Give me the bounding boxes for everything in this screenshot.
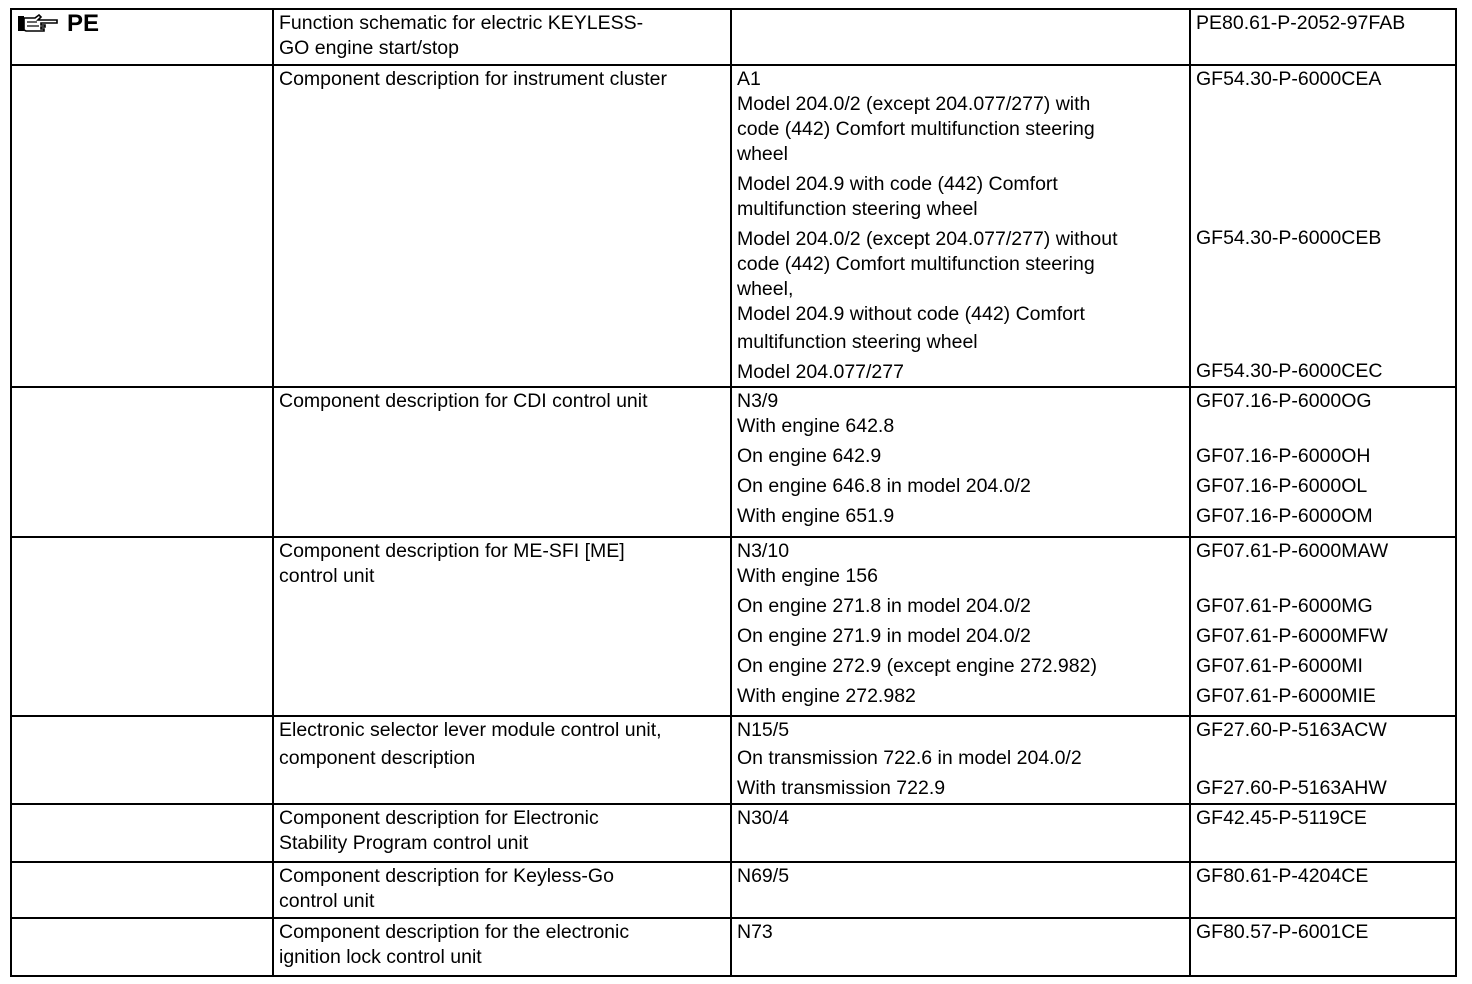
description-line: Component description for CDI control unit [279,390,648,412]
document-reference: PE80.61-P-2052-97FAB [1196,12,1406,34]
reference-cell [1190,716,1456,804]
marker-cell [11,804,273,862]
detail-line: Model 204.9 without code (442) Comfort [737,303,1085,325]
detail-cell [731,918,1190,976]
detail-line: Model 204.0/2 (except 204.077/277) without [737,228,1118,250]
detail-line: Model 204.077/277 [737,361,904,383]
detail-line: With engine 651.9 [737,505,895,527]
document-reference: GF54.30-P-6000CEB [1196,227,1382,249]
description-line: ignition lock control unit [279,946,482,968]
description-line: Component description for Keyless-Go [279,865,614,887]
detail-line: With transmission 722.9 [737,777,946,799]
detail-line: wheel [737,143,788,165]
marker-cell [11,65,273,387]
document-reference: GF80.57-P-6001CE [1196,921,1369,943]
component-code: A1 [737,68,761,90]
detail-line: multifunction steering wheel [737,331,978,353]
description-line: GO engine start/stop [279,37,459,59]
description-line: Stability Program control unit [279,832,529,854]
marker-cell [11,9,273,65]
document-reference: GF42.45-P-5119CE [1196,807,1367,829]
detail-line: multifunction steering wheel [737,198,978,220]
reference-cell [1190,804,1456,862]
description-cell [273,862,731,918]
description-line: Function schematic for electric KEYLESS- [279,12,644,34]
detail-line: On transmission 722.6 in model 204.0/2 [737,747,1082,769]
component-code: N3/10 [737,540,790,562]
table-row [11,387,1456,537]
detail-line: code (442) Comfort multifunction steering [737,118,1095,140]
document-reference: GF07.16-P-6000OM [1196,505,1373,527]
description-cell [273,9,731,65]
detail-line: On engine 271.9 in model 204.0/2 [737,625,1031,647]
detail-line: code (442) Comfort multifunction steering [737,253,1095,275]
detail-line: With engine 156 [737,565,878,587]
description-cell [273,918,731,976]
document-reference: GF27.60-P-5163AHW [1196,777,1387,799]
document-reference: GF80.61-P-4204CE [1196,865,1369,887]
document-reference: GF07.61-P-6000MG [1196,595,1373,617]
component-code: N69/5 [737,865,790,887]
document-reference: GF07.16-P-6000OL [1196,475,1368,497]
marker-label: PE [67,10,100,37]
table-row [11,804,1456,862]
table-row [11,9,1456,65]
document-reference: GF54.30-P-6000CEA [1196,68,1382,90]
detail-line: With engine 642.8 [737,415,895,437]
detail-cell [731,537,1190,716]
description-line: Component description for Electronic [279,807,599,829]
detail-cell [731,804,1190,862]
description-line: control unit [279,565,375,587]
document-reference: GF27.60-P-5163ACW [1196,719,1387,741]
marker-cell [11,716,273,804]
detail-cell [731,716,1190,804]
marker-cell [11,918,273,976]
description-line: Electronic selector lever module control unit, [279,719,662,741]
detail-line: With engine 272.982 [737,685,916,707]
detail-line: On engine 271.8 in model 204.0/2 [737,595,1031,617]
detail-cell [731,387,1190,537]
detail-line: On engine 646.8 in model 204.0/2 [737,475,1031,497]
marker-cell [11,537,273,716]
component-code: N15/5 [737,719,790,741]
document-reference: GF07.61-P-6000MIE [1196,685,1376,707]
marker-cell [11,387,273,537]
reference-cell [1190,862,1456,918]
table-row [11,65,1456,387]
description-line: Component description for instrument cluster [279,68,668,90]
document-reference: GF07.16-P-6000OH [1196,445,1371,467]
detail-cell [731,862,1190,918]
description-line: Component description for the electronic [279,921,630,943]
detail-line: On engine 272.9 (except engine 272.982) [737,655,1097,677]
description-line: Component description for ME-SFI [ME] [279,540,625,562]
reference-cell [1190,537,1456,716]
description-line: control unit [279,890,375,912]
detail-line: wheel, [737,278,794,300]
reference-cell [1190,65,1456,387]
description-cell [273,537,731,716]
component-code: N30/4 [737,807,790,829]
document-reference: GF07.16-P-6000OG [1196,390,1372,412]
document-reference: GF54.30-P-6000CEC [1196,360,1383,382]
description-cell [273,387,731,537]
reference-cell [1190,918,1456,976]
document-reference: GF07.61-P-6000MFW [1196,625,1388,647]
detail-line: Model 204.9 with code (442) Comfort [737,173,1058,195]
table-row [11,537,1456,716]
document-reference: GF07.61-P-6000MI [1196,655,1363,677]
detail-cell [731,9,1190,65]
marker-cell [11,862,273,918]
table-row [11,918,1456,976]
reference-cell [1190,387,1456,537]
detail-line: Model 204.0/2 (except 204.077/277) with [737,93,1091,115]
description-cell [273,716,731,804]
reference-cell [1190,9,1456,65]
description-cell [273,804,731,862]
component-code: N73 [737,921,773,943]
document-reference: GF07.61-P-6000MAW [1196,540,1389,562]
table-row [11,862,1456,918]
reference-table [10,8,1457,977]
detail-cell [731,65,1190,387]
description-line: component description [279,747,476,769]
description-cell [273,65,731,387]
detail-line: On engine 642.9 [737,445,882,467]
table-row [11,716,1456,804]
pointing-hand-icon [17,14,59,34]
component-code: N3/9 [737,390,779,412]
